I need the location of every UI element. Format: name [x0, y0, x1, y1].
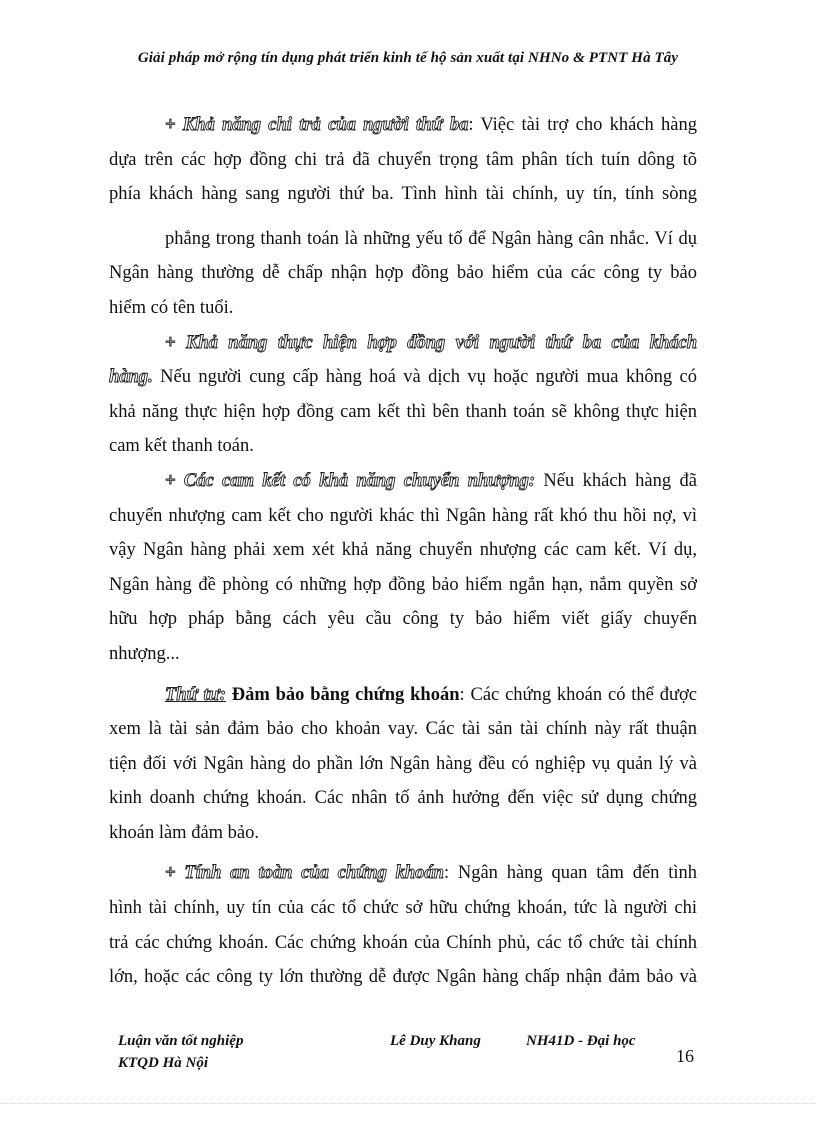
text-line: cam kết thanh toán. — [109, 436, 254, 457]
text-line: tiện đối với Ngân hàng do phần lớn Ngân hàng đều có nghiệp vụ quản lý và — [109, 753, 697, 774]
paragraph-lead-continuation: hàng. — [109, 367, 153, 388]
text-line: khả năng thực hiện hợp đồng cam kết thì bên thanh toán sẽ không thực hiện — [109, 401, 697, 422]
text-line: Thứ tư: Đảm bảo bằng chứng khoán: Các chứng khoán có thể được — [165, 684, 697, 705]
text-line: kinh doanh chứng khoán. Các nhân tố ảnh hưởng đến việc sử dụng chứng — [109, 788, 697, 809]
text-line: vậy Ngân hàng phải xem xét khả năng chuyển nhượng các cam kết. Ví dụ, — [109, 540, 697, 561]
text-line: hữu hợp pháp bằng cách yêu cầu công ty bảo hiểm viết giấy chuyển — [109, 609, 697, 630]
text-line: + Tính an toàn của chứng khoán: Ngân hàng quan tâm đến tình — [165, 863, 697, 884]
paragraph-securities-collateral — [109, 678, 697, 851]
text-line: phía khách hàng sang người thứ ba. Tình hình tài chính, uy tín, tính sòng — [109, 184, 697, 205]
text-line: khoán làm đảm bảo. — [109, 822, 260, 843]
page-number: 16 — [676, 1046, 694, 1066]
text-line — [165, 326, 697, 361]
text-line: + Khả năng chi trả của người thứ ba: Việc tài trợ cho khách hàng — [165, 115, 697, 135]
paragraph-lead: + Tính an toàn của chứng khoán — [165, 863, 444, 884]
page-bottom-divider — [0, 1103, 816, 1105]
document-body — [109, 108, 697, 995]
text-line: trả các chứng khoán. Các chứng khoán của Chính phủ, các tổ chức tài chính — [109, 932, 697, 953]
footer-thesis-label: Luận văn tốt nghiệp KTQD Hà Nội — [118, 1033, 244, 1071]
paragraph-contract-performance — [109, 326, 697, 464]
footer-class: NH41D - Đại học — [526, 1033, 636, 1049]
text-line: chuyển nhượng cam kết cho người khác thì Ngân hàng rất khó thu hồi nợ, vì — [109, 505, 697, 526]
text-line: dựa trên các hợp đồng chi trả đã chuyển trọng tâm phân tích tuín dông tõ — [109, 149, 697, 170]
footer-author: Lê Duy Khang — [390, 1033, 481, 1049]
text-line: nhượng... — [109, 643, 180, 664]
paragraph-lead: Thứ tư: — [165, 684, 226, 705]
text-line: hàng. Nếu người cung cấp hàng hoá và dịch vụ hoặc người mua không có — [109, 367, 697, 388]
text-line: Ngân hàng thường dễ chấp nhận hợp đồng bảo hiểm của các công ty bảo — [109, 263, 697, 284]
section-heading: Đảm bảo bằng chứng khoán — [231, 684, 460, 705]
text-line: hiểm có tên tuổi. — [109, 297, 234, 318]
paragraph-securities-safety — [109, 856, 697, 994]
text-line: Ngân hàng đề phòng có những hợp đồng bảo hiểm ngắn hạn, nắm quyền sở — [109, 574, 697, 595]
page-header: Giải pháp mở rộng tín dụng phát triển kinh tế hộ sản xuất tại NHNo & PTNT Hà Tây — [137, 50, 679, 66]
text-line: hình tài chính, uy tín của các tổ chức sở hữu chứng khoán, tức là người chi — [109, 898, 697, 919]
paragraph-transferable-commitments — [109, 464, 697, 672]
text-line: + Các cam kết có khả năng chuyển nhượng: Nếu khách hàng đã — [165, 470, 697, 491]
paragraph-lead: + Khả năng thực hiện hợp đồng với người thứ ba của khách — [165, 332, 697, 353]
paragraph-lead: + Khả năng chi trả của người thứ ba — [165, 115, 469, 135]
text-line: lớn, hoặc các công ty lớn thường dễ được Ngân hàng chấp nhận đảm bảo và — [109, 967, 697, 988]
text-line: phẳng trong thanh toán là những yếu tố để Ngân hàng cân nhắc. Ví dụ — [165, 228, 697, 249]
paragraph-third-party-payment — [109, 108, 697, 326]
text-line: xem là tài sản đảm bảo cho khoản vay. Các tài sản tài chính này rất thuận — [109, 719, 697, 740]
paragraph-lead: + Các cam kết có khả năng chuyển nhượng: — [165, 470, 536, 491]
